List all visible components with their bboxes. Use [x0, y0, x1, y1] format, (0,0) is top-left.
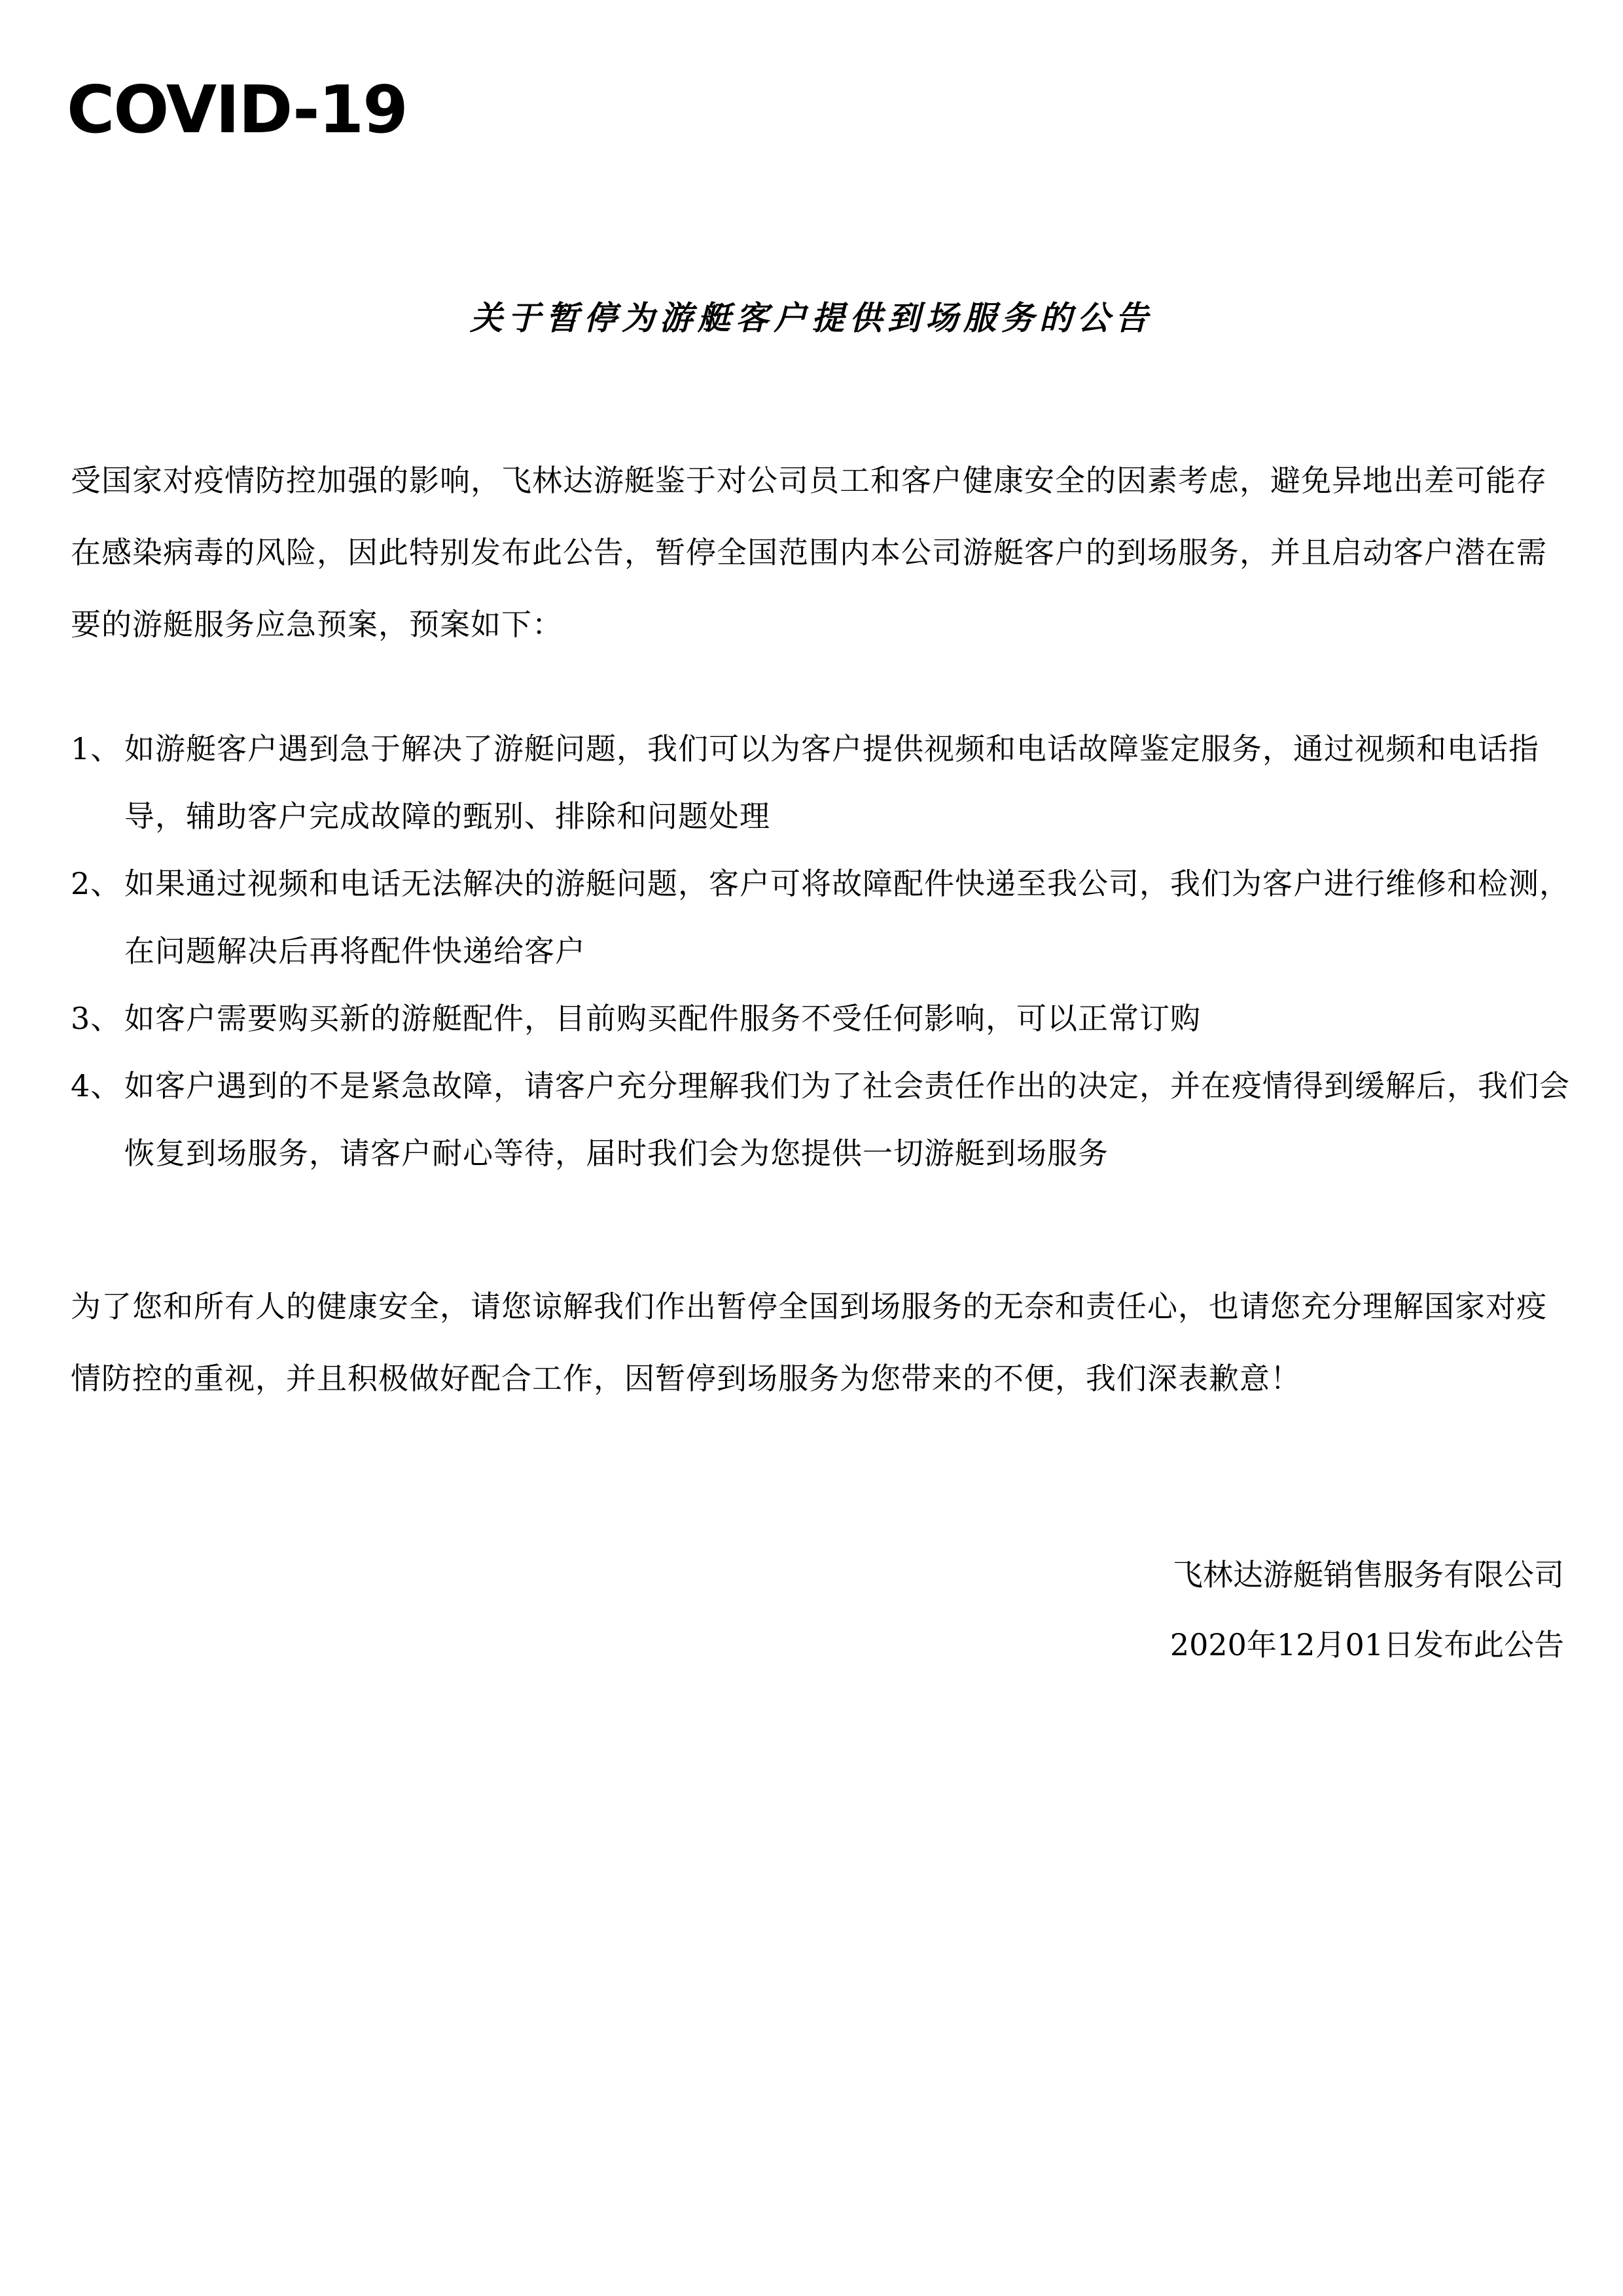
- list-item-text: 如客户需要购买新的游艇配件，目前购买配件服务不受任何影响，可以正常订购: [124, 1001, 1201, 1036]
- signature-date: 2020年12月01日发布此公告: [1169, 1627, 1564, 1662]
- list-item-number: 2、: [71, 866, 122, 901]
- list-item: [71, 985, 1576, 1052]
- list-item-number: 3、: [71, 1001, 122, 1036]
- intro-paragraph: 受国家对疫情防控加强的影响，飞林达游艇鉴于对公司员工和客户健康安全的因素考虑，避免异地出差可能存在感染病毒的风险，因此特别发布此公告，暂停全国范围内本公司游艇客户的到场服务，并且启动客户潜在需要的游艇服务应急预案，预案如下：: [71, 463, 1547, 642]
- measures-list: [71, 715, 1576, 1187]
- list-item-text: 如客户遇到的不是紧急故障，请客户充分理解我们为了社会责任作出的决定，并在疫情得到缓解后，我们会恢复到场服务，请客户耐心等待，届时我们会为您提供一切游艇到场服务: [124, 1068, 1570, 1171]
- list-item-number: 4、: [71, 1068, 122, 1103]
- list-item: [71, 850, 1576, 985]
- list-item: [71, 1052, 1576, 1187]
- covid-logo: COVID-19: [67, 71, 407, 148]
- list-item-text: 如果通过视频和电话无法解决的游艇问题，客户可将故障配件快递至我公司，我们为客户进行维修和检测，在问题解决后再将配件快递给客户: [124, 866, 1570, 969]
- announcement-title: 关于暂停为游艇客户提供到场服务的公告: [470, 299, 1153, 337]
- list-item: [71, 715, 1576, 850]
- list-item-number: 1、: [71, 731, 122, 766]
- list-item-text: 如游艇客户遇到急于解决了游艇问题，我们可以为客户提供视频和电话故障鉴定服务，通过视频和电话指导，辅助客户完成故障的甄别、排除和问题处理: [124, 731, 1539, 834]
- closing-paragraph: 为了您和所有人的健康安全，请您谅解我们作出暂停全国到场服务的无奈和责任心，也请您充分理解国家对疫情防控的重视，并且积极做好配合工作，因暂停到场服务为您带来的不便，我们深表歉意！: [71, 1289, 1547, 1396]
- signature-company: 飞林达游艇销售服务有限公司: [1173, 1557, 1564, 1592]
